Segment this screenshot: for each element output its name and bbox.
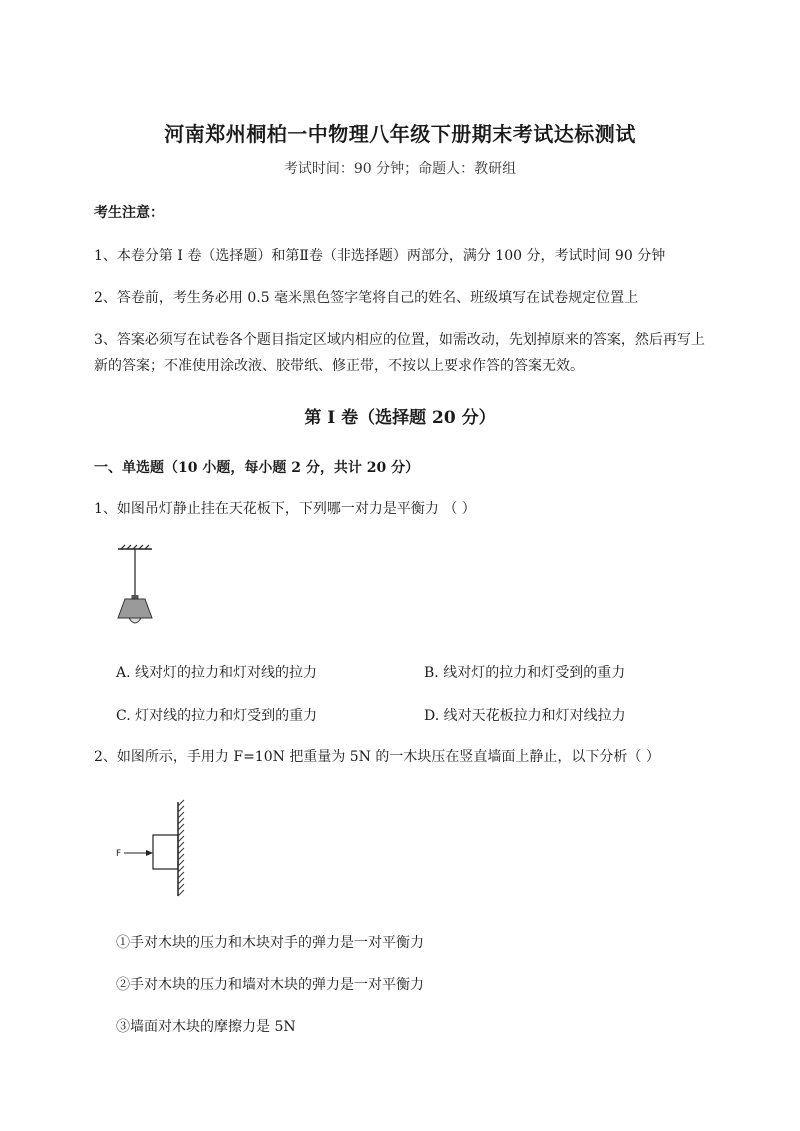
block-wall-figure (110, 798, 200, 900)
wall-hatch (178, 800, 184, 896)
ceiling-hatch (118, 545, 152, 549)
question-2-stem: 2、如图所示，手用力 F=10N 把重量为 5N 的一木块压在竖直墙面上静止，以下分析（ ） (94, 749, 660, 765)
notice-item-1: 1、本卷分第 I 卷（选择题）和第Ⅱ卷（非选择题）两部分，满分 100 分，考试时间 90 分钟 (94, 248, 666, 264)
question-group-title: 一、单选题（10 小题，每小题 2 分，共计 20 分） (94, 460, 420, 476)
notice-heading: 考生注意： (94, 205, 164, 221)
lamp-bulb (129, 618, 141, 623)
page-title: 河南郑州桐柏一中物理八年级下册期末考试达标测试 (164, 122, 636, 146)
arrowhead-icon (146, 850, 153, 856)
question-1-option-b[interactable]: B. 线对灯的拉力和灯受到的重力 (424, 665, 626, 681)
question-1-option-a[interactable]: A. 线对灯的拉力和灯对线的拉力 (116, 665, 318, 681)
exam-info: 考试时间：90 分钟；命题人：教研组 (283, 161, 517, 177)
section-title: 第 I 卷（选择题 20 分） (304, 408, 496, 428)
question-2-statement-3: ③墙面对木块的摩擦力是 5N (116, 1019, 296, 1035)
wood-block (153, 835, 178, 869)
question-2-statement-2: ②手对木块的压力和墙对木块的弹力是一对平衡力 (116, 977, 424, 993)
lamp-shade (118, 599, 152, 618)
notice-item-3: 3、答案必须写在试卷各个题目指定区域内相应的位置，如需改动，先划掉原来的答案，然后再写上新的答案；不准使用涂改液、胶带纸、修正带，不按以上要求作答的答案无效。 (94, 332, 705, 374)
question-1-option-d[interactable]: D. 线对天花板拉力和灯对线拉力 (424, 708, 626, 724)
question-1-stem: 1、如图吊灯静止挂在天花板下，下列哪一对力是平衡力 （ ） (94, 501, 476, 517)
question-1-option-c[interactable]: C. 灯对线的拉力和灯受到的重力 (116, 708, 318, 724)
notice-item-2: 2、答卷前，考生务必用 0.5 毫米黑色签字笔将自己的姓名、班级填写在试卷规定位置上 (94, 290, 639, 306)
force-label: F (116, 849, 122, 859)
hanging-lamp-figure (112, 543, 162, 633)
question-2-statement-1: ①手对木块的压力和木块对手的弹力是一对平衡力 (116, 935, 424, 951)
lamp-cap (132, 595, 139, 599)
